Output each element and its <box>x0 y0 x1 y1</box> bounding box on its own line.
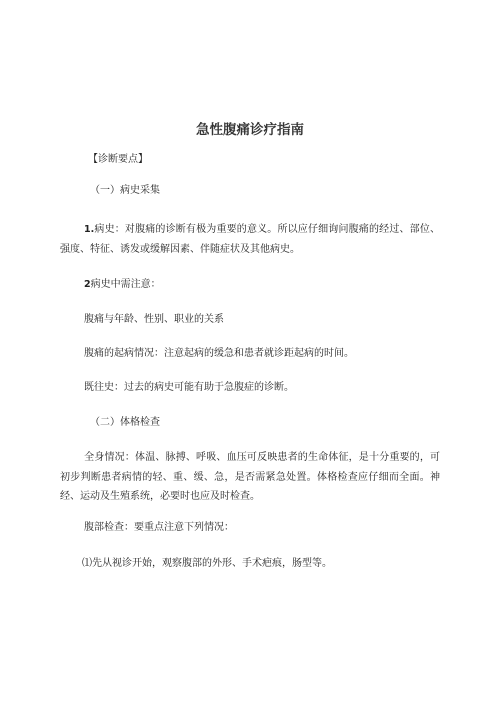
paragraph-text: 病史中需注意： <box>90 279 161 290</box>
subsection-history: （一）病史采集 <box>90 185 160 196</box>
section-header: 【诊断要点】 <box>88 154 148 165</box>
paragraph-history <box>60 220 440 259</box>
paragraph-inspection <box>82 556 332 572</box>
paragraph-general-condition <box>60 448 440 507</box>
paragraph-number: 1. <box>84 224 95 235</box>
paragraph-abdominal-exam: 腹部检查：要重点注意下列情况： <box>84 522 234 533</box>
paragraph-past-history: 既往史：过去的病史可能有助于急腹症的诊断。 <box>84 382 294 393</box>
paragraph-age-sex: 腹痛与年龄、性别、职业的关系 <box>84 314 224 325</box>
list-number: ⑴ <box>82 558 92 569</box>
paragraph-text: 全身情况：体温、脉搏、呼吸、血压可反映患者的生命体征，是十分重要的，可初步判断患者病情的轻、重、缓、急，是否需紧急处置。体格检查应仔细而全面。神经、运动及生殖系统，必要时也应及时检查。 <box>60 452 440 502</box>
paragraph-text: 病史：对腹痛的诊断有极为重要的意义。所以应仔细询问腹痛的经过、部位、强度、特征、诱发或缓解因素、伴随症状及其他病史。 <box>60 224 440 255</box>
paragraph-number: 2 <box>84 279 91 290</box>
paragraph-text: 先从视诊开始，观察腹部的外形、手术疤痕，肠型等。 <box>92 558 332 569</box>
document-title: 急性腹痛诊疗指南 <box>196 122 304 138</box>
paragraph-notes <box>84 277 161 293</box>
subsection-physical-exam: （二）体格检查 <box>90 417 160 428</box>
paragraph-onset: 腹痛的起病情况：注意起病的缓急和患者就诊距起病的时间。 <box>84 348 354 359</box>
